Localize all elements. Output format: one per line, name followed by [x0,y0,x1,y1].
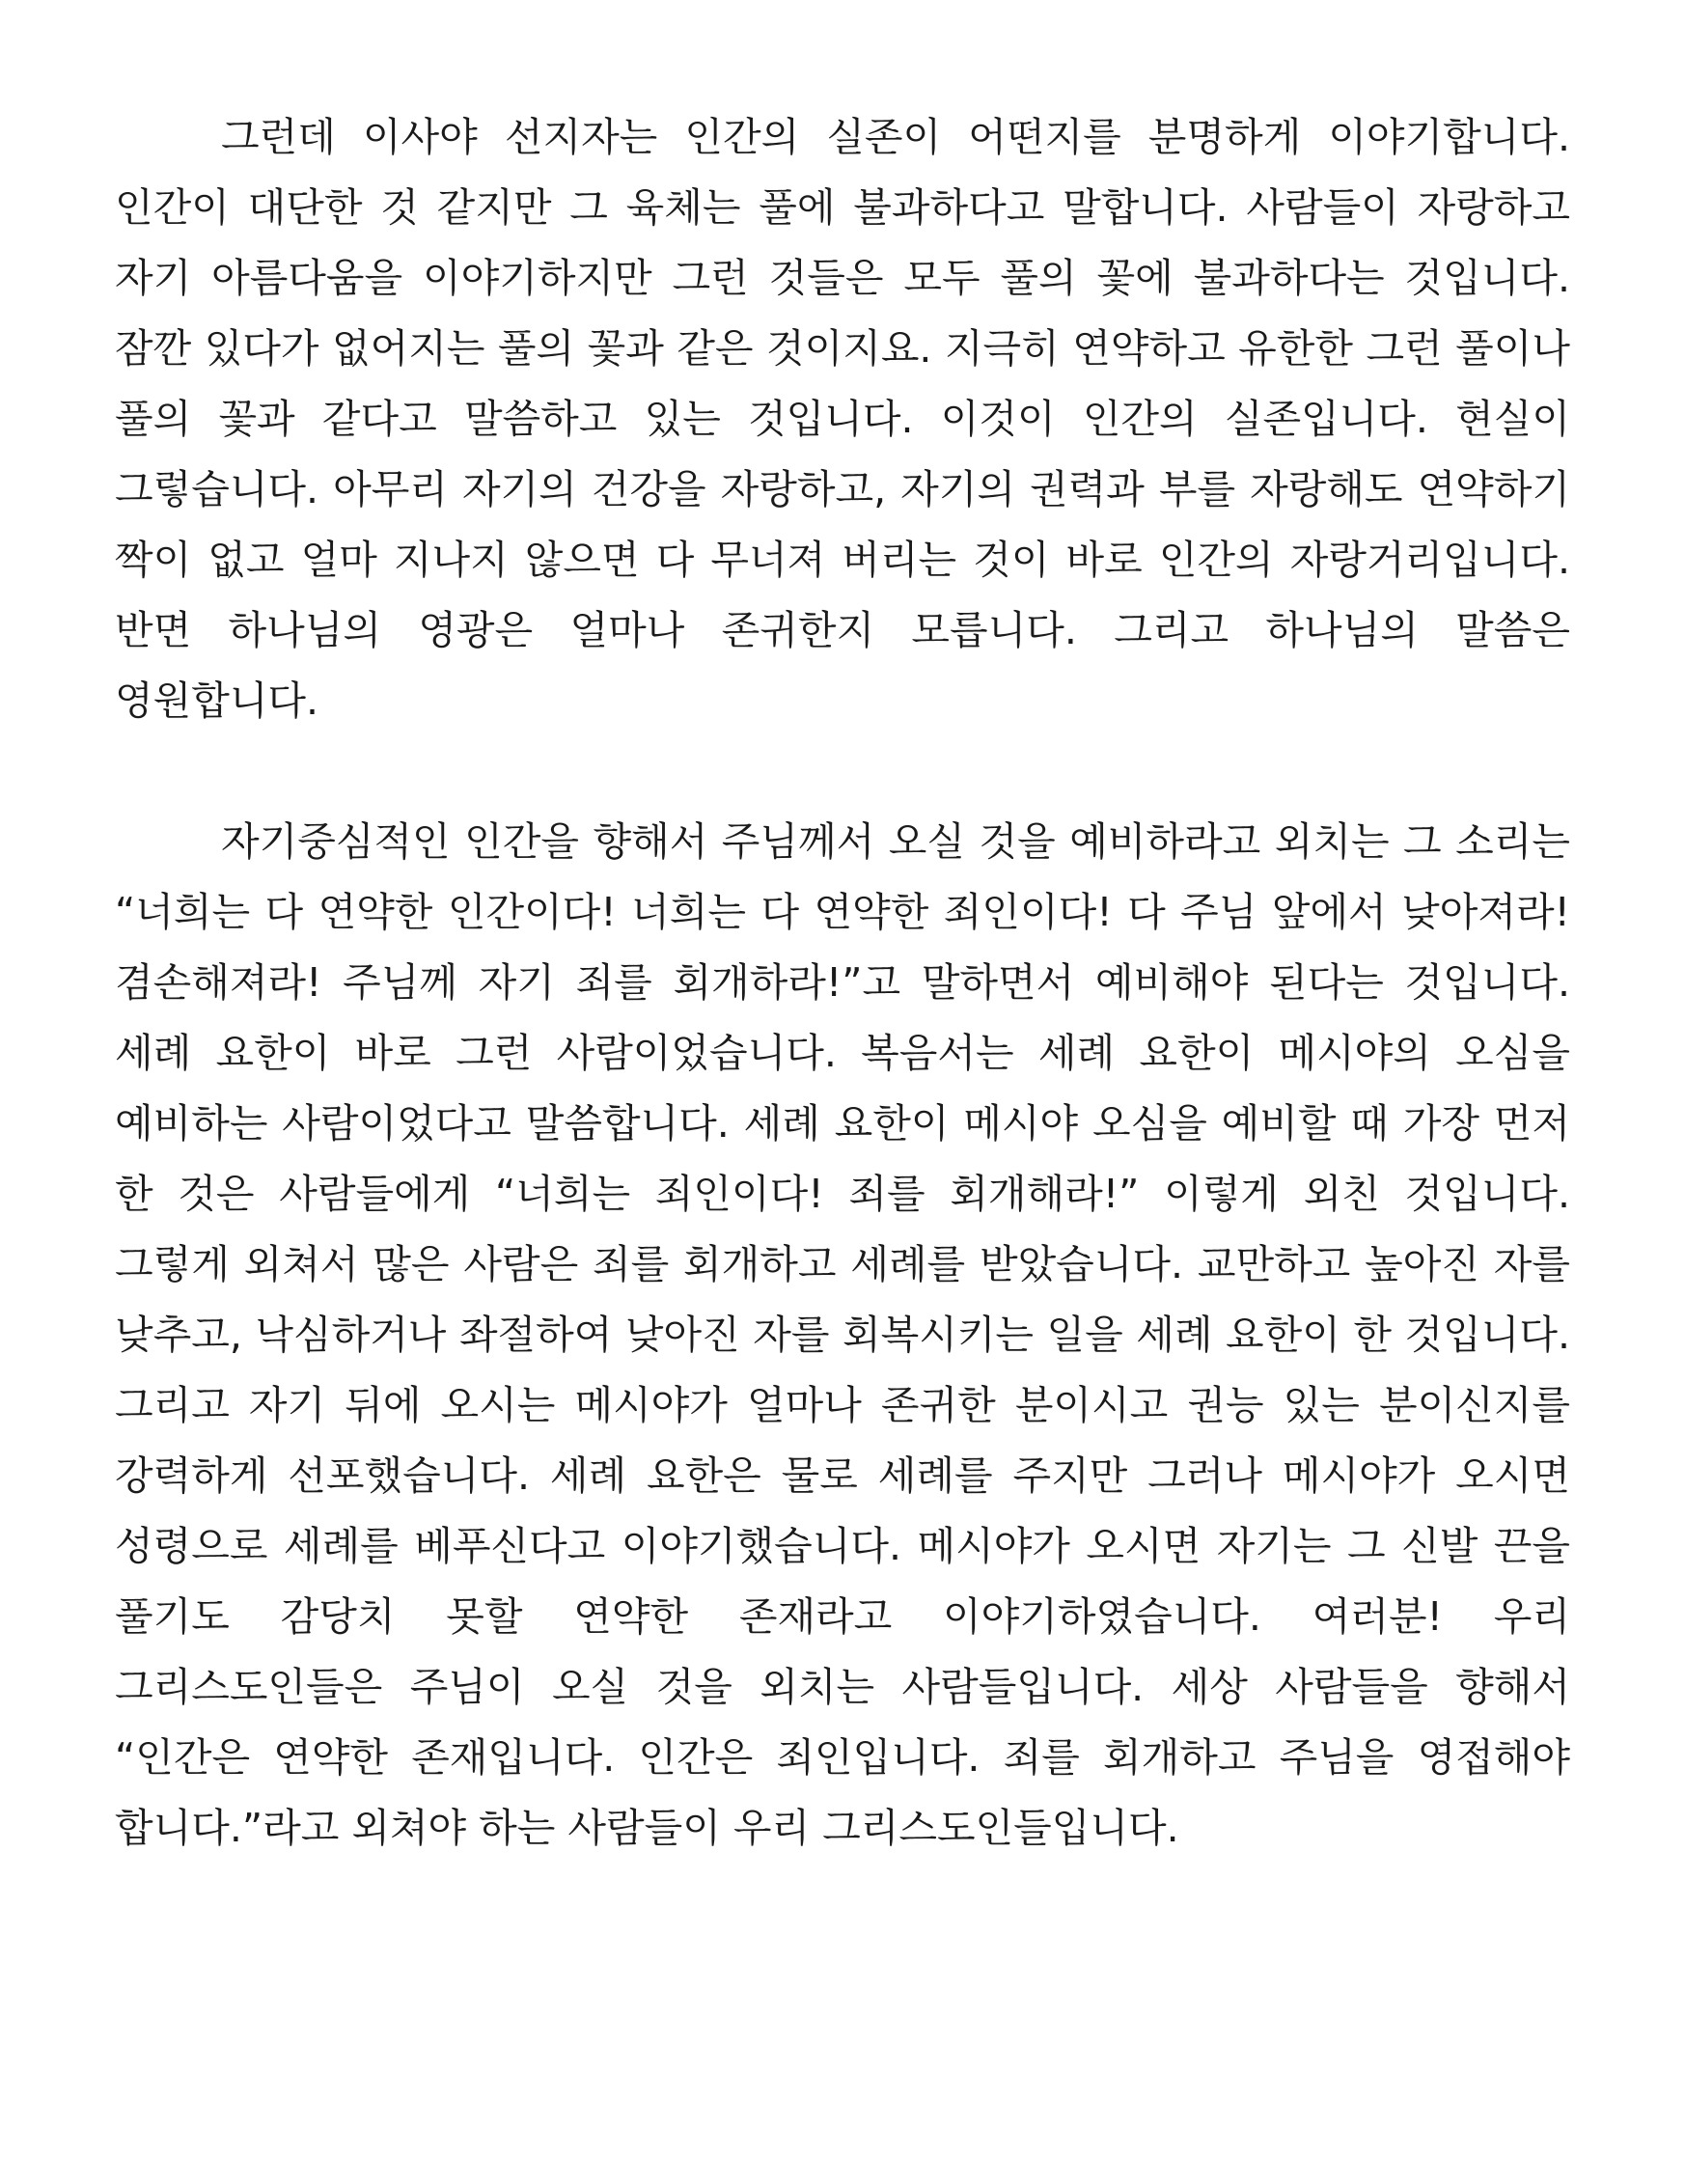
document-page [115,102,1570,1864]
paragraph-1: 그런데 이사야 선지자는 인간의 실존이 어떤지를 분명하게 이야기합니다. 인간이 대단한 것 같지만 그 육체는 풀에 불과하다고 말합니다. 사람들이 자랑하고 자기 아름다움을 이야기하지만 그런 것들은 모두 풀의 꽃에 불과하다는 것입니다. 잠깐 있다가 없어지는 풀의 꽃과 같은 것이지요. 지극히 연약하고 유한한 그런 풀이나 풀의 꽃과 같다고 말씀하고 있는 것입니다. 이것이 인간의 실존입니다. 현실이 그렇습니다. 아무리 자기의 건강을 자랑하고, 자기의 권력과 부를 자랑해도 연약하기 짝이 없고 얼마 지나지 않으면 다 무너져 버리는 것이 바로 인간의 자랑거리입니다. 반면 하나님의 영광은 얼마나 존귀한지 모릅니다. 그리고 하나님의 말씀은 영원합니다. [115,114,1570,724]
paragraph-2: 자기중심적인 인간을 향해서 주님께서 오실 것을 예비하라고 외치는 그 소리는 “너희는 다 연약한 인간이다! 너희는 다 연약한 죄인이다! 다 주님 앞에서 낮아져라! 겸손해져라! 주님께 자기 죄를 회개하라!”고 말하면서 예비해야 된다는 것입니다. 세례 요한이 바로 그런 사람이었습니다. 복음서는 세례 요한이 메시야의 오심을 예비하는 사람이었다고 말씀합니다. 세례 요한이 메시야 오심을 예비할 때 가장 먼저 한 것은 사람들에게 “너희는 죄인이다! 죄를 회개해라!” 이렇게 외친 것입니다. 그렇게 외쳐서 많은 사람은 죄를 회개하고 세례를 받았습니다. 교만하고 높아진 자를 낮추고, 낙심하거나 좌절하여 낮아진 자를 회복시키는 일을 세례 요한이 한 것입니다. 그리고 자기 뒤에 오시는 메시야가 얼마나 존귀한 분이시고 권능 있는 분이신지를 강력하게 선포했습니다. 세례 요한은 물로 세례를 주지만 그러나 메시야가 오시면 성령으로 세례를 베푸신다고 이야기했습니다. 메시야가 오시면 자기는 그 신발 끈을 풀기도 감당치 못할 연약한 존재라고 이야기하였습니다. 여러분! 우리 그리스도인들은 주님이 오실 것을 외치는 사람들입니다. 세상 사람들을 향해서 “인간은 연약한 존재입니다. 인간은 죄인입니다. 죄를 회개하고 주님을 영접해야 합니다.”라고 외쳐야 하는 사람들이 우리 그리스도인들입니다. [115,818,1570,1851]
